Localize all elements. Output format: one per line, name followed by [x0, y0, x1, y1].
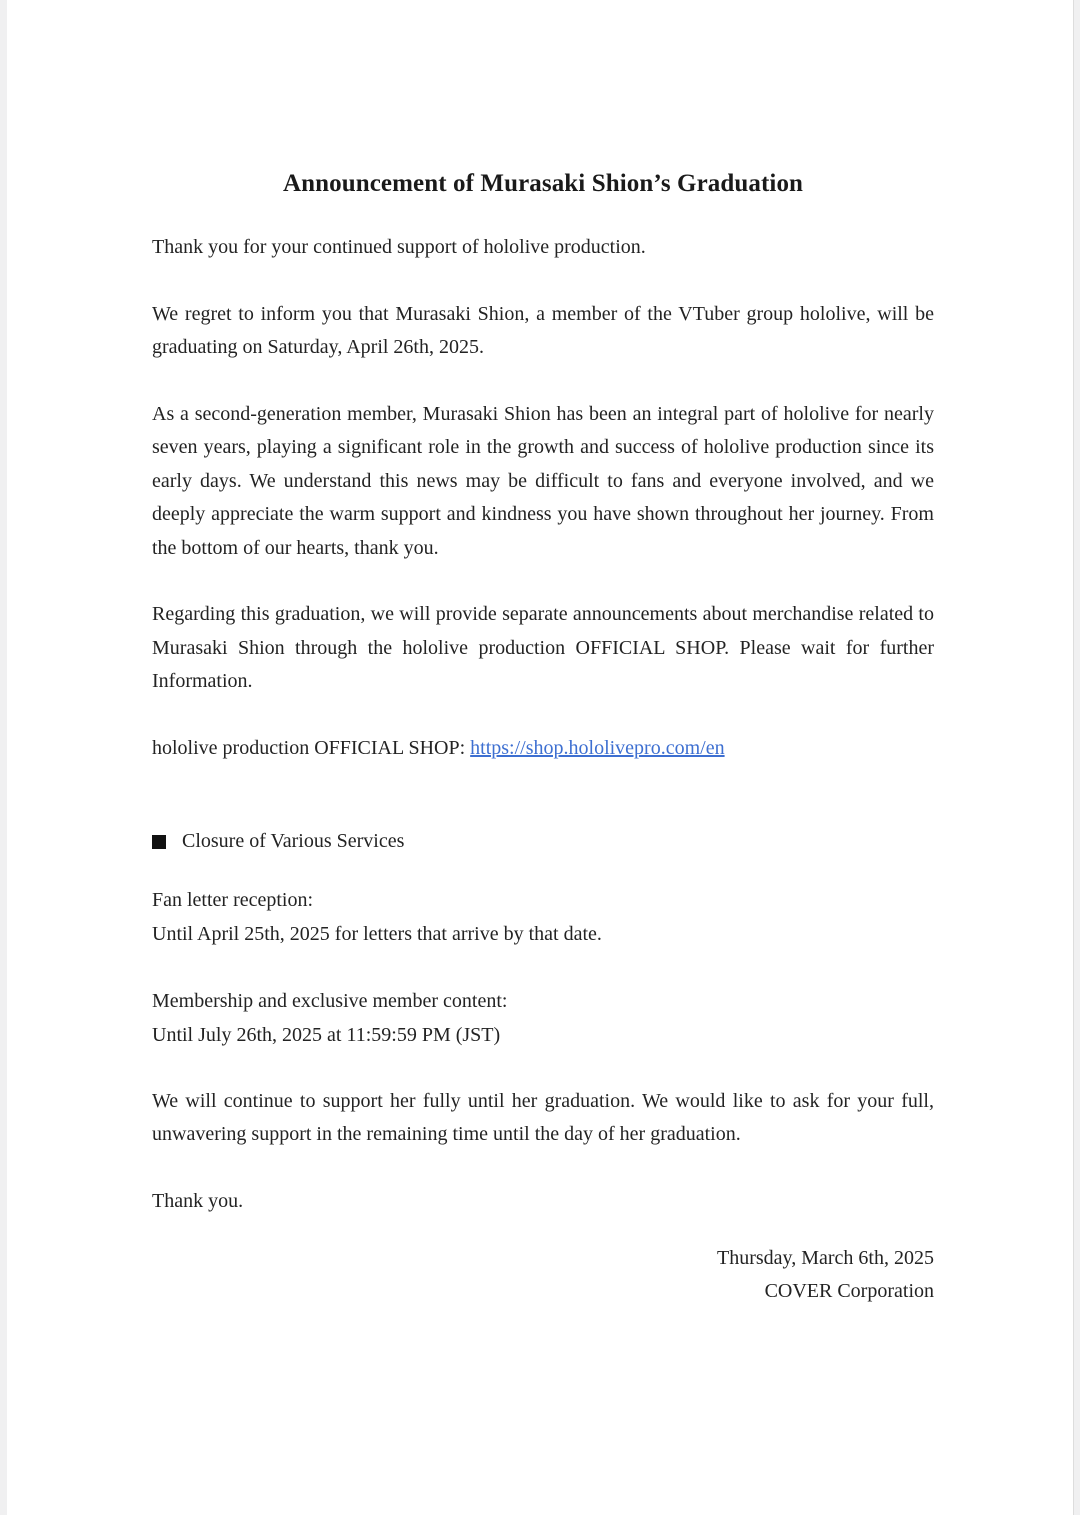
spacer — [152, 859, 934, 883]
fan-letter-label: Fan letter reception: — [152, 888, 314, 911]
spacer — [152, 365, 934, 398]
spacer — [152, 265, 934, 298]
signature-date: Thursday, March 6th, 2025 — [717, 1247, 934, 1269]
paragraph-merchandise: Regarding this graduation, we will provide separate announcements about merchandise related to Murasaki Shion through the hololive production OFFICIAL SHOP. Please wait for further Information. — [152, 603, 934, 692]
membership-label: Membership and exclusive member content: — [152, 989, 508, 1012]
paragraph-thanks: Thank you. — [152, 1189, 244, 1212]
fan-letter-detail: Until April 25th, 2025 for letters that arrive by that date. — [152, 922, 602, 945]
spacer — [152, 699, 934, 732]
paragraph-closing: We will continue to support her fully until her graduation. We would like to ask for your full, unwavering support in the remaining time until the day of her graduation. — [152, 1089, 934, 1145]
spacer — [152, 1052, 934, 1085]
paragraph-announcement: We regret to inform you that Murasaki Shion, a member of the VTuber group hololive, will be graduating on Saturday, April 26th, 2025. — [152, 302, 934, 358]
signature-organization: COVER Corporation — [764, 1280, 934, 1302]
spacer — [152, 951, 934, 984]
signature-block — [152, 1242, 934, 1308]
paragraph-greeting: Thank you for your continued support of hololive production. — [152, 236, 646, 258]
spacer — [152, 1152, 934, 1185]
membership-detail: Until July 26th, 2025 at 11:59:59 PM (JST) — [152, 1023, 501, 1046]
spacer — [152, 1218, 934, 1242]
official-shop-link[interactable]: https://shop.hololivepro.com/en — [470, 736, 725, 759]
paragraph-tribute: As a second-generation member, Murasaki Shion has been an integral part of hololive for nearly seven years, playing a significant role in the growth and success of hololive production since its early days. We understand this news may be difficult to fans and everyone involved, and we deeply appreciate the warm support and kindness you have shown throughout her journey. From the bottom of our hearts, thank you. — [152, 402, 934, 559]
page-title: Announcement of Murasaki Shion’s Graduation — [282, 170, 804, 197]
spacer — [152, 198, 934, 231]
document-page — [7, 0, 1073, 1515]
shop-label: hololive production OFFICIAL SHOP: — [152, 736, 466, 759]
shop-line — [152, 732, 934, 766]
closure-heading-label: Closure of Various Services — [182, 830, 405, 852]
filled-square-bullet-icon — [152, 835, 166, 849]
page-right-edge — [1073, 0, 1080, 1515]
closure-section-heading — [152, 825, 934, 859]
spacer — [152, 765, 934, 825]
spacer — [152, 565, 934, 598]
document-content — [152, 0, 934, 1308]
